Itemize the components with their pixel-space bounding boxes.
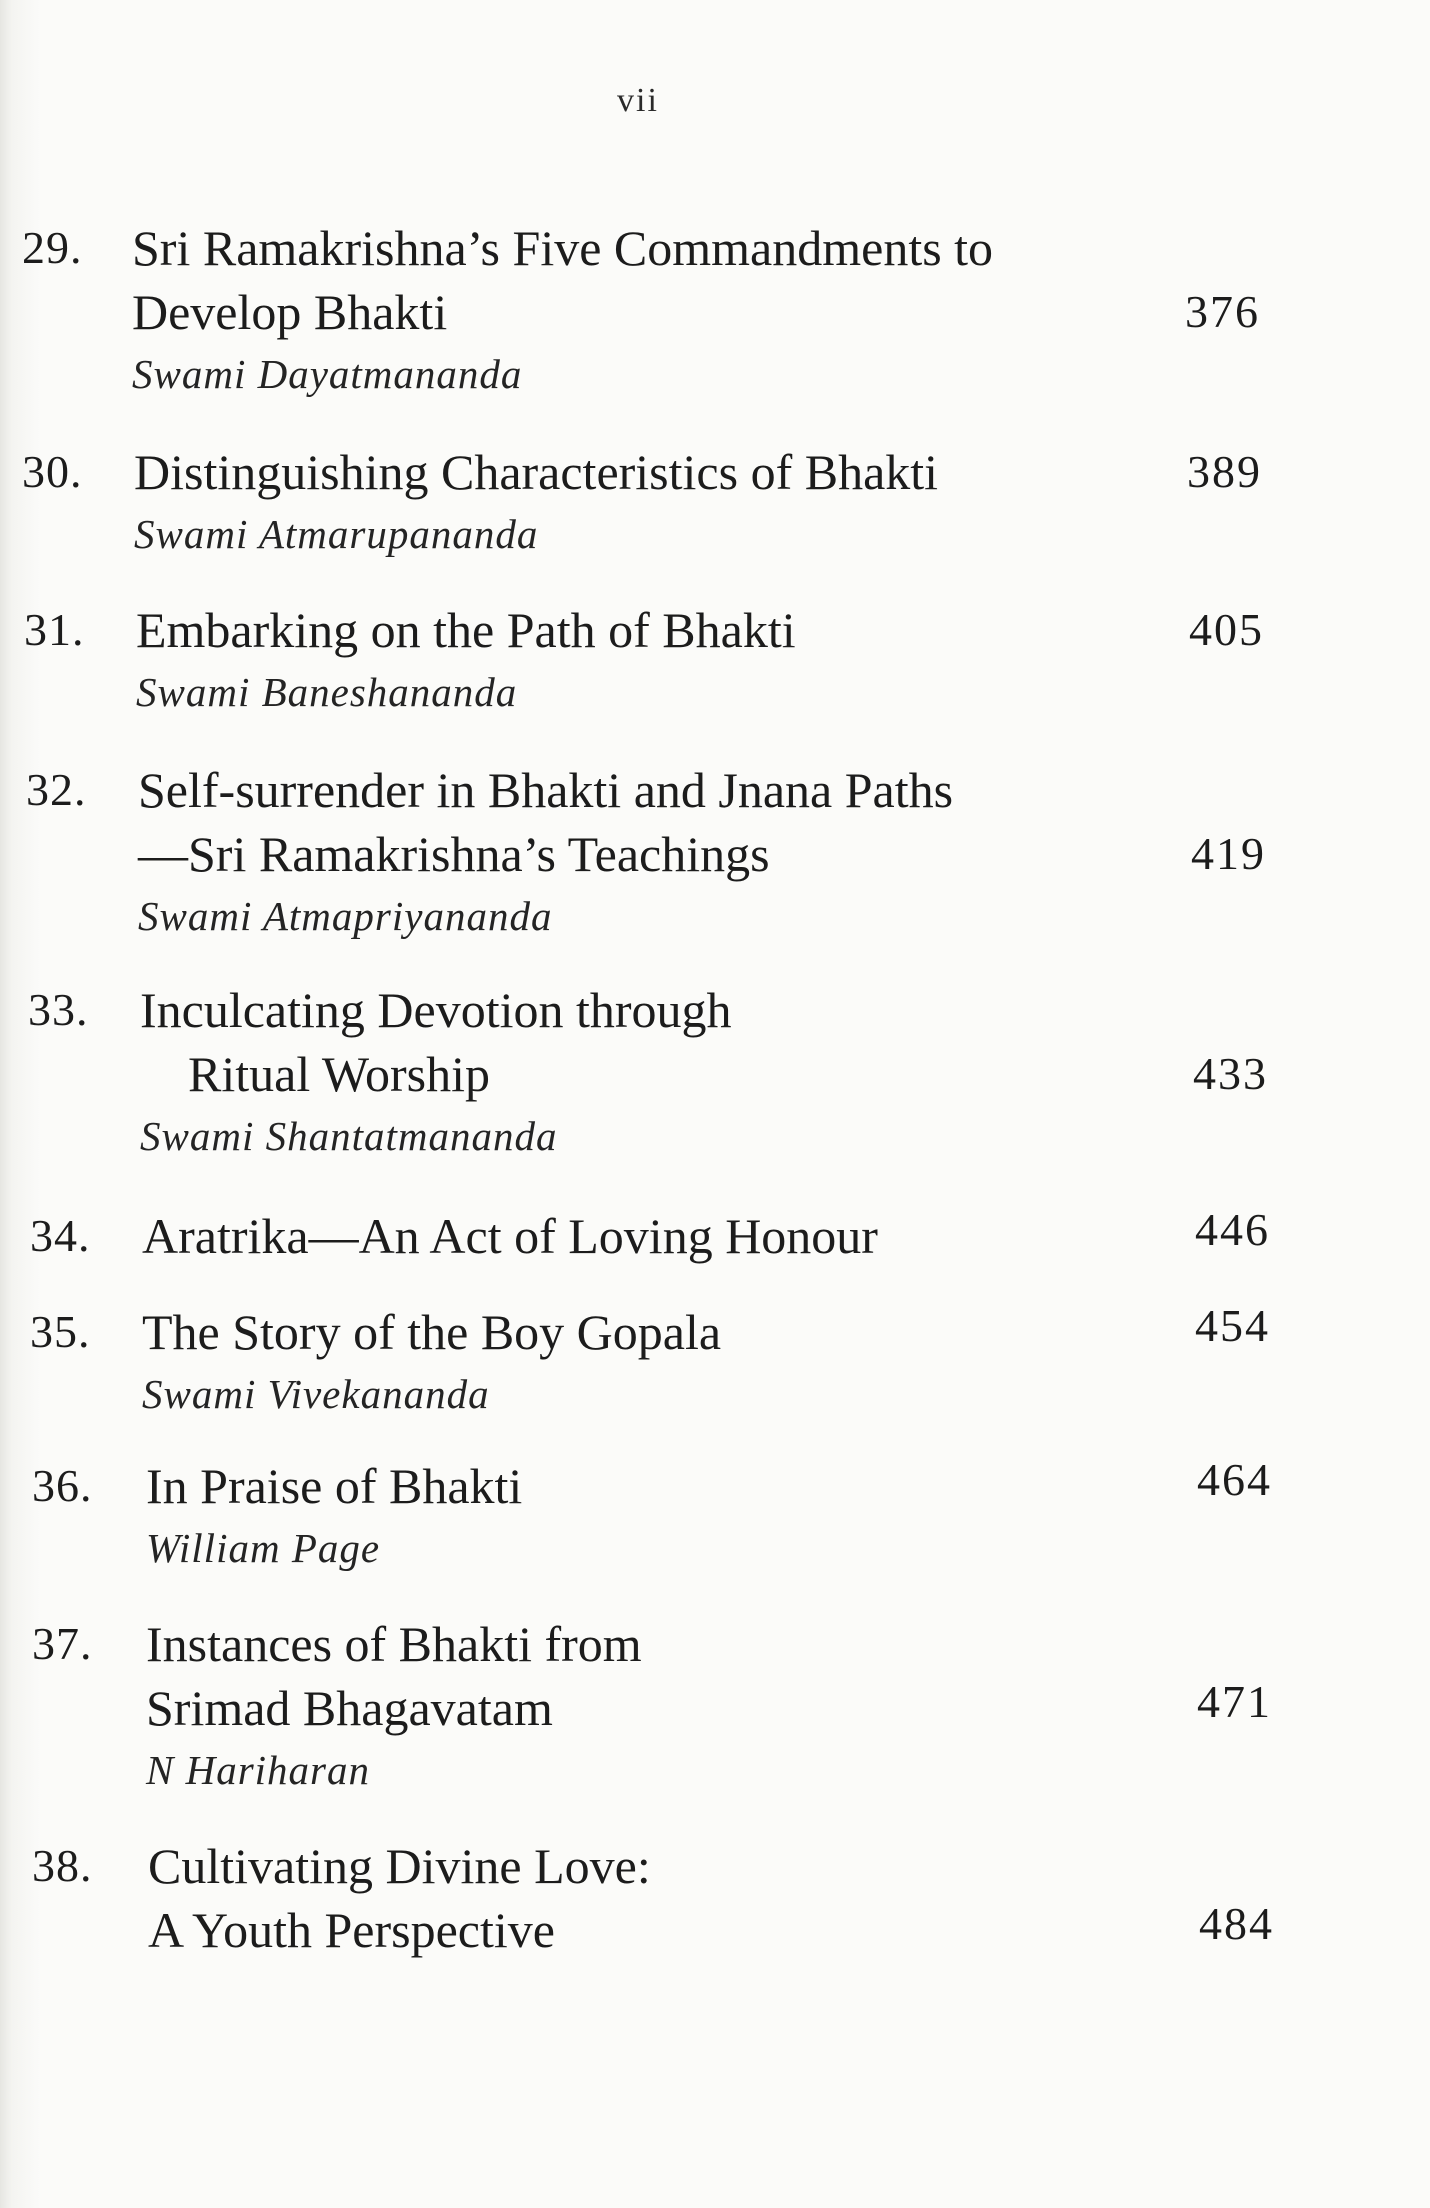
entry-number: 31. [24, 604, 85, 655]
entry-author: Swami Baneshananda [136, 669, 518, 715]
entry-title-line: Self-surrender in Bhakti and Jnana Paths [138, 762, 954, 818]
entry-page: 464 [1197, 1454, 1272, 1505]
entry-number: 35. [30, 1306, 91, 1357]
entry-title-line: In Praise of Bhakti [146, 1458, 523, 1514]
entry-title [134, 440, 1134, 564]
entry-title-line: Embarking on the Path of Bhakti [136, 602, 796, 658]
entry-page: 484 [1199, 1898, 1274, 1949]
entry-author: Swami Atmarupananda [134, 511, 539, 557]
entry-title [146, 1454, 1146, 1578]
entry-author: William Page [146, 1525, 381, 1571]
page-number: vii [617, 82, 659, 119]
entry-title-line: Aratrika—An Act of Loving Honour [142, 1208, 878, 1264]
entry-author: Swami Dayatmananda [132, 351, 523, 397]
entry-title-line: Ritual Worship [188, 1046, 491, 1102]
entry-title-line: —Sri Ramakrishna’s Teachings [138, 826, 770, 882]
entry-author: Swami Atmapriyananda [138, 893, 553, 939]
entry-page: 419 [1191, 828, 1266, 879]
entry-author: Swami Shantatmananda [140, 1113, 558, 1159]
entry-title [136, 598, 1136, 722]
entry-title [146, 1612, 1146, 1800]
entry-page: 454 [1195, 1300, 1270, 1351]
entry-title-line: Develop Bhakti [132, 284, 448, 340]
entry-page: 405 [1189, 604, 1264, 655]
entry-number: 30. [22, 446, 83, 497]
entry-title-line: Inculcating Devotion through [140, 982, 732, 1038]
entry-title-line: Distinguishing Characteristics of Bhakti [134, 444, 939, 500]
entry-number: 38. [32, 1840, 93, 1891]
entry-title [142, 1204, 1142, 1268]
entry-title [148, 1834, 1148, 1962]
entry-title [132, 216, 1132, 404]
entry-title-line: Srimad Bhagavatam [146, 1680, 553, 1736]
entry-number: 29. [22, 222, 83, 273]
entry-title [140, 978, 1140, 1166]
entry-page: 471 [1197, 1676, 1272, 1727]
entry-number: 34. [30, 1210, 91, 1261]
entry-page: 376 [1185, 286, 1260, 337]
entry-number: 37. [32, 1618, 93, 1669]
entry-title [142, 1300, 1142, 1424]
entry-author: Swami Vivekananda [142, 1371, 490, 1417]
entry-number: 32. [26, 764, 87, 815]
entry-title [138, 758, 1138, 946]
entry-title-line: Instances of Bhakti from [146, 1616, 642, 1672]
entry-number: 36. [32, 1460, 93, 1511]
entry-number: 33. [28, 984, 89, 1035]
entry-author: N Hariharan [146, 1747, 371, 1793]
entry-page: 389 [1187, 446, 1262, 497]
entry-page: 446 [1195, 1204, 1270, 1255]
entry-title-line: Sri Ramakrishna’s Five Commandments to [132, 220, 994, 276]
entry-title-line: The Story of the Boy Gopala [142, 1304, 722, 1360]
entry-title-line: A Youth Perspective [148, 1902, 555, 1958]
entry-page: 433 [1193, 1048, 1268, 1099]
entry-title-line: Cultivating Divine Love: [148, 1838, 651, 1894]
